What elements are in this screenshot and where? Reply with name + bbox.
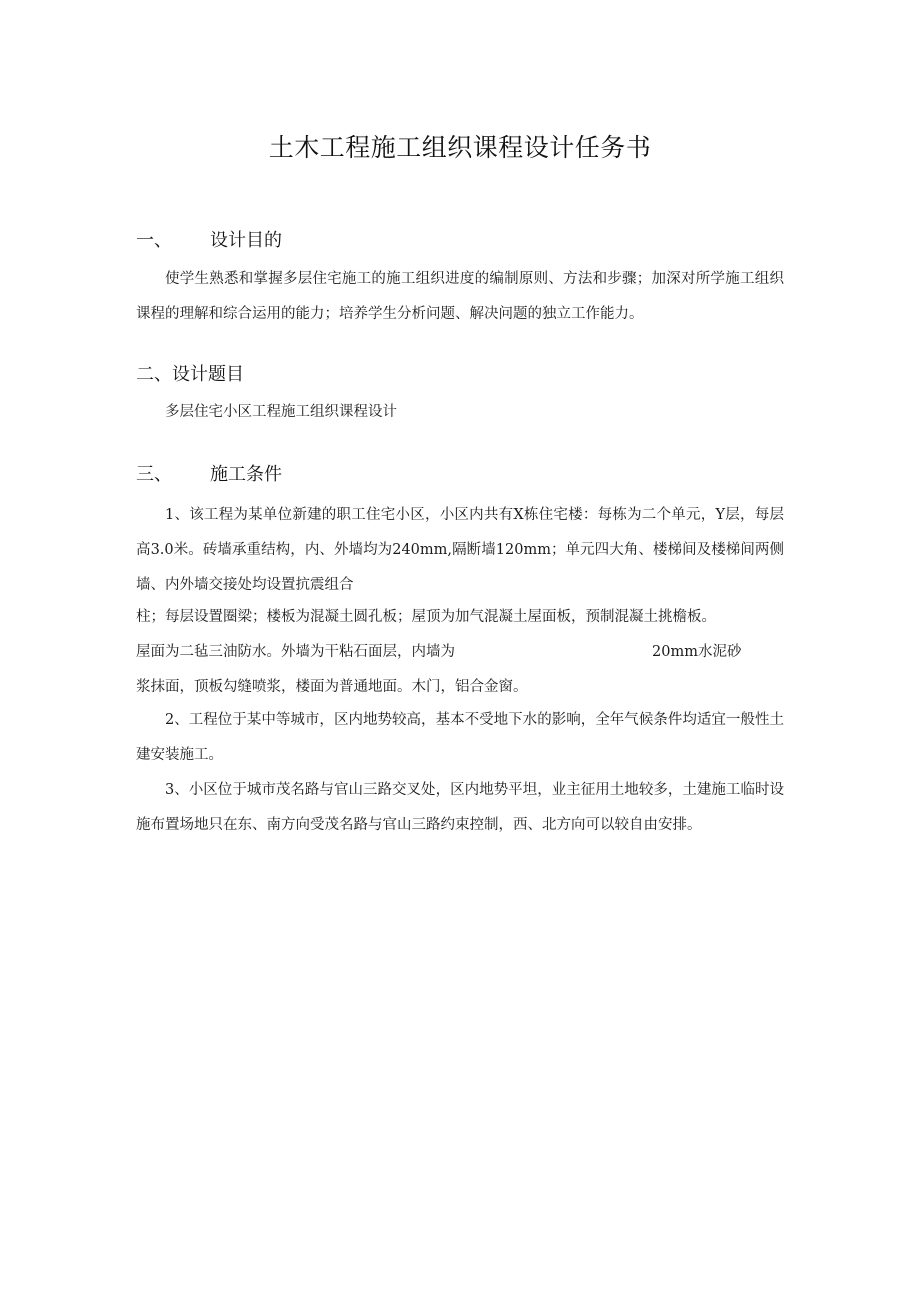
section-number: 一、 — [136, 230, 172, 251]
condition-line: 屋面为二毡三油防水。外墙为干粘石面层，内墙为 — [136, 644, 455, 660]
condition-item-3 — [136, 773, 784, 843]
section-text-purpose — [136, 262, 784, 332]
page-title: 土木工程施工组织课程设计任务书 — [268, 133, 652, 162]
paragraph: 使学生熟悉和掌握多层住宅施工的施工组织进度的编制原则、方法和步骤；加深对所学施工组织课程的理解和综合运用的能力；培养学生分析问题、解决问题的独立工作能力。 — [136, 271, 784, 322]
paragraph: 3、小区位于城市茂名路与官山三路交叉处，区内地势平坦，业主征用土地较多，土建施工临时设施布置场地只在东、南方向受茂名路与官山三路约束控制，西、北方向可以较自由安排。 — [136, 782, 784, 833]
section-heading-topic — [136, 360, 244, 386]
section-title: 设计目的 — [210, 230, 282, 251]
condition-item-1 — [136, 498, 784, 603]
condition-line: 柱；每层设置圈梁；楼板为混凝土圆孔板；屋顶为加气混凝土屋面板，预制混凝土挑檐板。 — [136, 609, 716, 625]
paragraph: 2、工程位于某中等城市，区内地势较高，基本不受地下水的影响，全年气候条件均适宜一般性土建安装施工。 — [136, 712, 784, 763]
condition-line: 浆抹面，顶板勾缝喷浆，楼面为普通地面。木门，铝合金窗。 — [136, 679, 528, 695]
section-title: 设计题目 — [172, 364, 244, 385]
section-number: 三、 — [136, 464, 172, 485]
section-heading-purpose — [136, 226, 282, 252]
paragraph: 1、该工程为某单位新建的职工住宅小区，小区内共有X栋住宅楼：每栋为二个单元，Y层，每层高3.0米。砖墙承重结构，内、外墙均为240mm,隔断墙120mm；单元四大角、楼梯间及楼梯间两侧墙、内外墙交接处均设置抗震组合 — [136, 507, 784, 593]
condition-line-fragment: 20mm水泥砂 — [652, 644, 742, 660]
section-heading-conditions — [136, 460, 282, 486]
section-title: 施工条件 — [210, 464, 282, 485]
condition-item-2 — [136, 703, 784, 773]
section-number: 二、 — [136, 364, 172, 385]
section-text-topic: 多层住宅小区工程施工组织课程设计 — [165, 404, 397, 420]
